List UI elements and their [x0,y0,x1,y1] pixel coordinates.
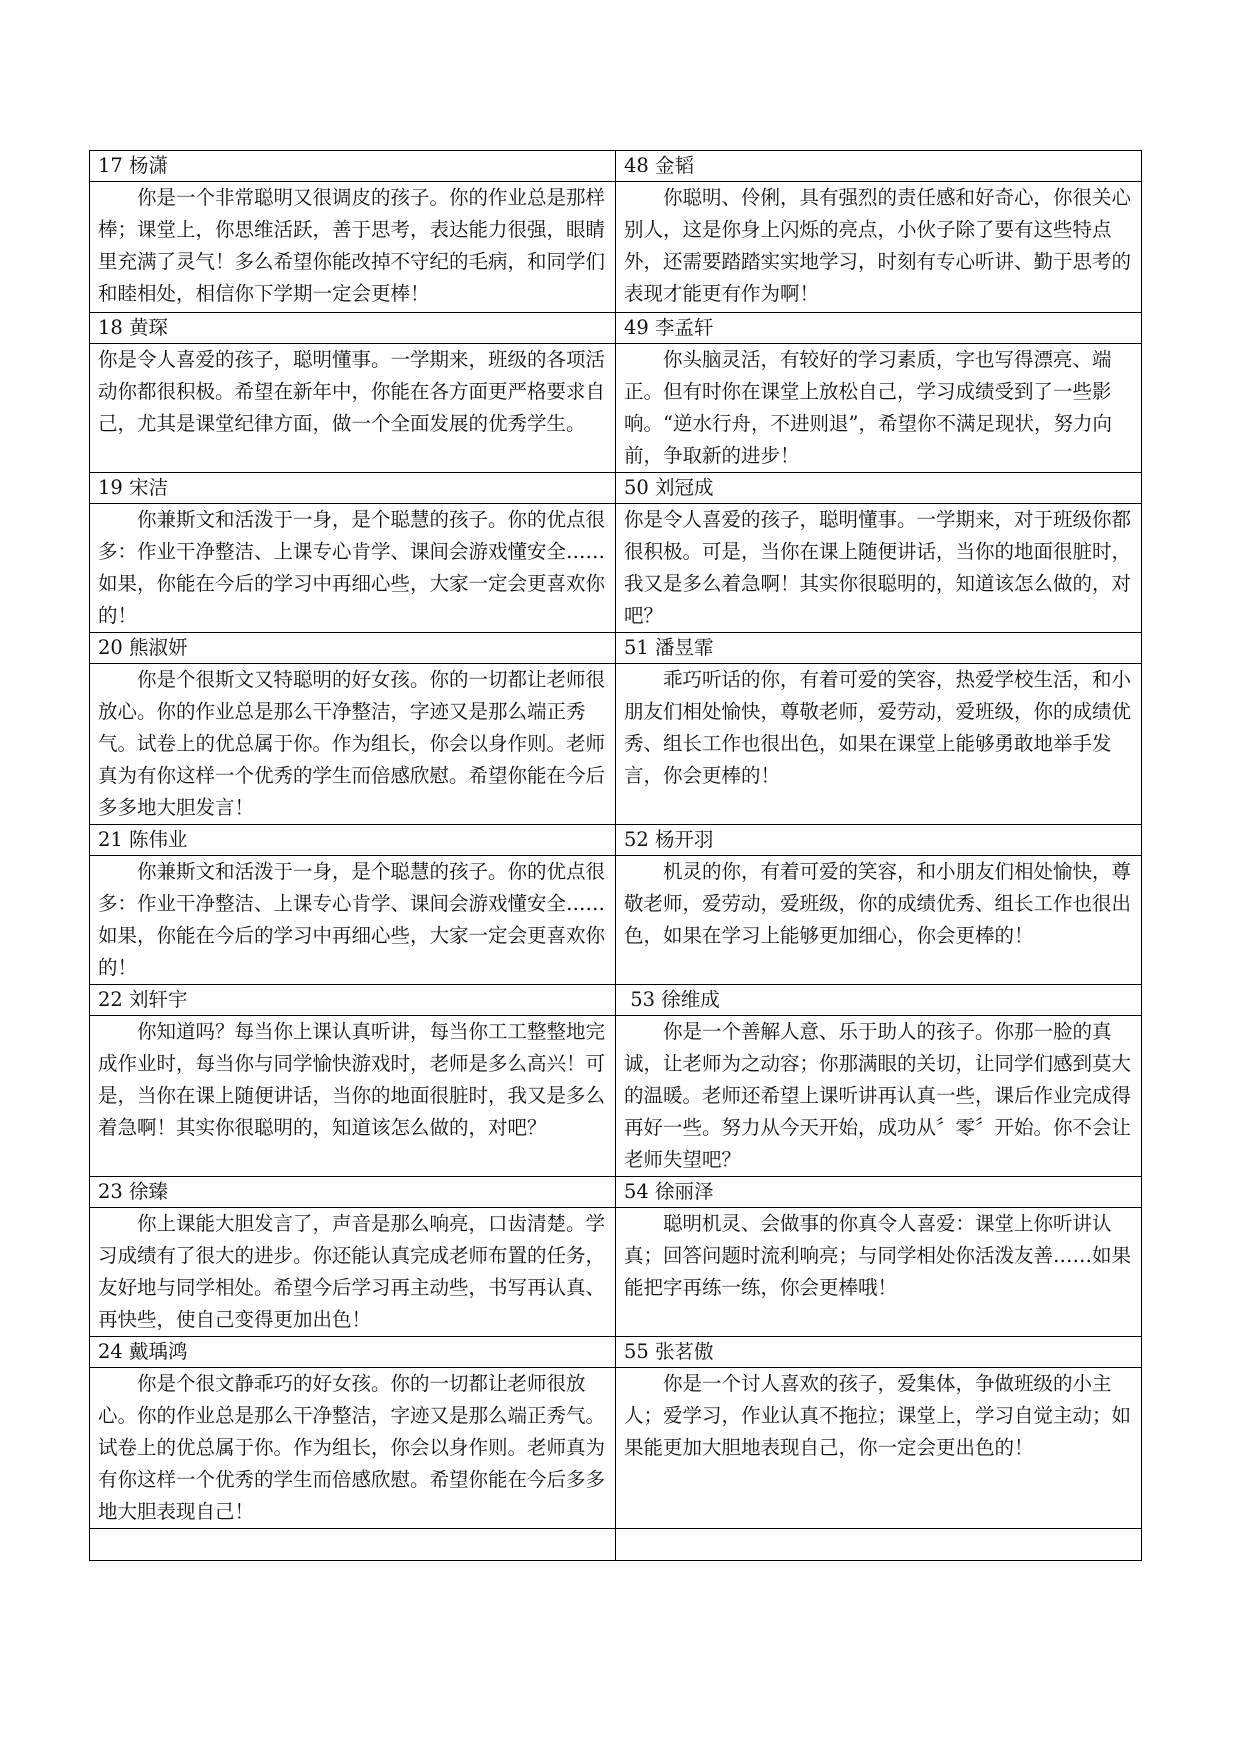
teacher-comment: 你是个很斯文又特聪明的好女孩。你的一切都让老师很放心。你的作业总是那么干净整洁，字迹又是那么端正秀气。试卷上的优总属于你。作为组长，你会以身作则。老师真为有你这样一个优秀的学生而倍感欣慰。希望你能在今后多多地大胆发言！ [98,668,606,819]
teacher-comment: 你是令人喜爱的孩子，聪明懂事。一学期来，对于班级你都很积极。可是，当你在课上随便讲话，当你的地面很脏时，我又是多么着急啊！其实你很聪明的，知道该怎么做的，对吧？ [624,508,1132,627]
student-name: 20 熊淑妍 [90,633,616,664]
student-name-row [90,151,1142,182]
teacher-comment: 你兼斯文和活泼于一身，是个聪慧的孩子。你的优点很多：作业干净整洁、上课专心肯学、课间会游戏懂安全……如果，你能在今后的学习中再细心些，大家一定会更喜欢你的！ [98,860,606,979]
teacher-comment: 你是一个讨人喜欢的孩子，爱集体，争做班级的小主人；爱学习，作业认真不拖拉；课堂上，学习自觉主动；如果能更加大胆地表现自己，你一定会更出色的！ [624,1372,1132,1459]
student-name: 49 李孟轩 [616,313,1142,344]
student-name-row [90,1337,1142,1368]
comment-cell [616,344,1142,473]
student-name-row [90,985,1142,1016]
empty-cell [90,1529,616,1561]
comment-cell [616,182,1142,313]
student-name-row [90,825,1142,856]
teacher-comment: 你上课能大胆发言了，声音是那么响亮，口齿清楚。学习成绩有了很大的进步。你还能认真完成老师布置的任务，友好地与同学相处。希望今后学习再主动些，书写再认真、再快些，使自己变得更加出色！ [98,1212,606,1331]
comment-cell [90,1016,616,1177]
student-name: 50 刘冠成 [616,473,1142,504]
teacher-comment: 你兼斯文和活泼于一身，是个聪慧的孩子。你的优点很多：作业干净整洁、上课专心肯学、课间会游戏懂安全……如果，你能在今后的学习中再细心些，大家一定会更喜欢你的！ [98,508,606,627]
teacher-comment: 乖巧听话的你，有着可爱的笑容，热爱学校生活，和小朋友们相处愉快，尊敬老师，爱劳动，爱班级，你的成绩优秀、组长工作也很出色，如果在课堂上能够勇敢地举手发言，你会更棒的！ [624,668,1132,787]
student-name: 18 黄琛 [90,313,616,344]
student-name: 55 张茗傲 [616,1337,1142,1368]
student-comment-row [90,504,1142,633]
comment-cell [616,1016,1142,1177]
teacher-comment: 你知道吗？每当你上课认真听讲，每当你工工整整地完成作业时，每当你与同学愉快游戏时，老师是多么高兴！可是，当你在课上随便讲话，当你的地面很脏时，我又是多么着急啊！其实你很聪明的，知道该怎么做的，对吧？ [98,1020,606,1139]
student-name: 21 陈伟业 [90,825,616,856]
comment-cell [90,856,616,985]
comment-cell [90,664,616,825]
student-name: 48 金韬 [616,151,1142,182]
comment-cell [616,1208,1142,1337]
student-name: 24 戴瑀鸿 [90,1337,616,1368]
comment-cell [616,1368,1142,1529]
teacher-comment: 你是一个善解人意、乐于助人的孩子。你那一脸的真诚，让老师为之动容；你那满眼的关切，让同学们感到莫大的温暖。老师还希望上课听讲再认真一些，课后作业完成得再好一些。努力从今天开始，成功从〞零〞开始。你不会让老师失望吧？ [624,1020,1132,1171]
teacher-comment: 你头脑灵活，有较好的学习素质，字也写得漂亮、端正。但有时你在课堂上放松自己，学习成绩受到了一些影响。“逆水行舟，不进则退”，希望你不满足现状，努力向前，争取新的进步！ [624,348,1112,467]
student-comment-row [90,856,1142,985]
student-name: 53 徐维成 [616,985,1142,1016]
student-name: 23 徐臻 [90,1177,616,1208]
student-comment-row [90,344,1142,473]
student-comment-row [90,664,1142,825]
student-comments-table [89,150,1141,1561]
empty-row [90,1529,1142,1561]
student-comment-row [90,1016,1142,1177]
teacher-comment: 机灵的你，有着可爱的笑容，和小朋友们相处愉快，尊敬老师，爱劳动，爱班级，你的成绩优秀、组长工作也很出色，如果在学习上能够更加细心，你会更棒的！ [624,860,1132,947]
comment-cell [616,504,1142,633]
student-name: 17 杨潇 [90,151,616,182]
teacher-comment: 你聪明、伶俐，具有强烈的责任感和好奇心，你很关心别人，这是你身上闪烁的亮点，小伙子除了要有这些特点外，还需要踏踏实实地学习，时刻有专心听讲、勤于思考的表现才能更有作为啊！ [624,186,1132,305]
student-comment-row [90,1208,1142,1337]
teacher-comment: 你是令人喜爱的孩子，聪明懂事。一学期来，班级的各项活动你都很积极。希望在新年中，你能在各方面更严格要求自己，尤其是课堂纪律方面，做一个全面发展的优秀学生。 [98,348,606,435]
comment-cell [616,664,1142,825]
comments-grid [89,150,1142,1561]
student-name: 52 杨开羽 [616,825,1142,856]
student-comment-row [90,1368,1142,1529]
student-name-row [90,313,1142,344]
empty-cell [616,1529,1142,1561]
comment-cell [616,856,1142,985]
teacher-comment: 聪明机灵、会做事的你真令人喜爱：课堂上你听讲认真；回答问题时流利响亮；与同学相处你活泼友善……如果能把字再练一练，你会更棒哦！ [624,1212,1132,1299]
student-name: 19 宋洁 [90,473,616,504]
comment-cell [90,182,616,313]
student-name-row [90,1177,1142,1208]
comment-cell [90,1368,616,1529]
comment-cell [90,504,616,633]
student-comment-row [90,182,1142,313]
comment-cell [90,344,616,473]
student-name-row [90,633,1142,664]
teacher-comment: 你是个很文静乖巧的好女孩。你的一切都让老师很放心。你的作业总是那么干净整洁，字迹又是那么端正秀气。试卷上的优总属于你。作为组长，你会以身作则。老师真为有你这样一个优秀的学生而倍感欣慰。希望你能在今后多多地大胆表现自己！ [98,1372,606,1523]
teacher-comment: 你是一个非常聪明又很调皮的孩子。你的作业总是那样棒；课堂上，你思维活跃，善于思考，表达能力很强，眼睛里充满了灵气！多么希望你能改掉不守纪的毛病，和同学们和睦相处，相信你下学期一定会更棒！ [98,186,606,305]
student-name-row [90,473,1142,504]
student-name: 54 徐丽泽 [616,1177,1142,1208]
student-name: 22 刘轩宇 [90,985,616,1016]
comment-cell [90,1208,616,1337]
student-name: 51 潘昱霏 [616,633,1142,664]
